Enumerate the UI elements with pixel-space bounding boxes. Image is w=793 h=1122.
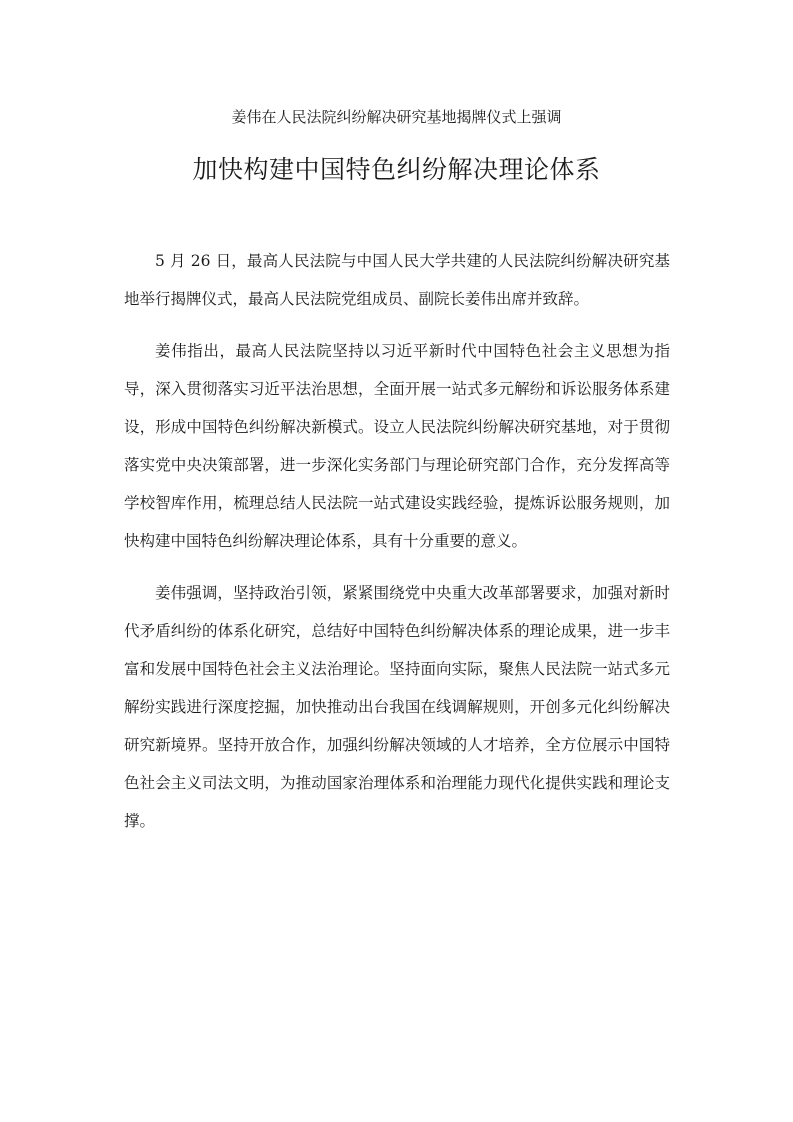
paragraph-2: 姜伟指出，最高人民法院坚持以习近平新时代中国特色社会主义思想为指导，深入贯彻落实习近平法治思想，全面开展一站式多元解纷和诉讼服务体系建设，形成中国特色纠纷解决新模式。设立人民法院纠纷解决研究基地，对于贯彻落实党中央决策部署，进一步深化实务部门与理论研究部门合作，充分发挥高等学校智库作用，梳理总结人民法院一站式建设实践经验，提炼诉讼服务规则，加快构建中国特色纠纷解决理论体系，具有十分重要的意义。	[124, 342, 670, 550]
paragraph-3: 姜伟强调，坚持政治引领，紧紧围绕党中央重大改革部署要求，加强对新时代矛盾纠纷的体系化研究，总结好中国特色纠纷解决体系的理论成果，进一步丰富和发展中国特色社会主义法治理论。坚持面向实际，聚焦人民法院一站式多元解纷实践进行深度挖掘，加快推动出台我国在线调解规则，开创多元化纠纷解决研究新境界。坚持开放合作，加强纠纷解决领域的人才培养，全方位展示中国特色社会主义司法文明，为推动国家治理体系和治理能力现代化提供实践和理论支撑。	[124, 584, 670, 830]
document-headline: 加快构建中国特色纠纷解决理论体系	[192, 155, 601, 184]
paragraph-1: 5 月 26 日，最高人民法院与中国人民大学共建的人民法院纠纷解决研究基地举行揭牌仪式，最高人民法院党组成员、副院长姜伟出席并致辞。	[124, 252, 670, 308]
document-subtitle: 姜伟在人民法院纠纷解决研究基地揭牌仪式上强调	[231, 108, 562, 126]
article-body	[124, 242, 670, 854]
